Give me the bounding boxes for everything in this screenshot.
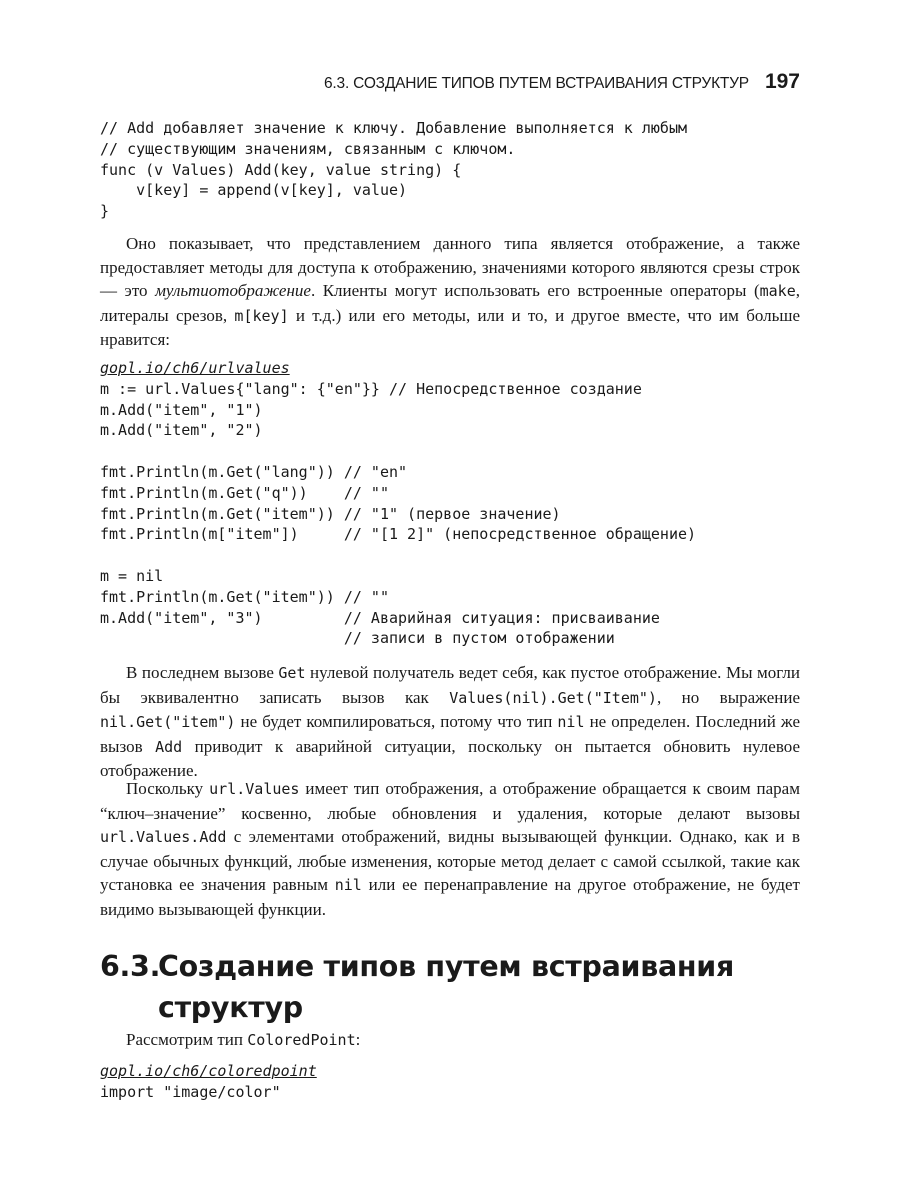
- text-run: или ее перенаправление на другое отображение, не будет видимо вызывающей функции.: [100, 875, 800, 919]
- emphasis-term: мультиотображение: [155, 281, 311, 301]
- text-run: :: [355, 1030, 361, 1049]
- text-run: приводит к аварийной ситуации, поскольку он пытается обновить нулевое отображение.: [100, 736, 801, 781]
- text-run: и т.д.) или его методы, или и то, и другое вместе, что им больше нравится:: [100, 305, 800, 350]
- inline-code: ColoredPoint: [247, 1031, 356, 1049]
- text-run: Оно показывает, что представлением данного типа является отображение, а также предоставляет методы для доступа к отображению, значениями которого являются срезы строк — это: [100, 234, 800, 301]
- text-run: . Клиенты могут использовать его встроенные операторы (: [310, 281, 760, 301]
- text-run: не определен. Последний же вызов: [100, 712, 800, 756]
- text-run: нулевой получатель ведет себя, как пустое отображение. Мы могли бы эквивалентно записать вызов как: [100, 663, 800, 707]
- code-line: }: [100, 202, 110, 221]
- code-listing-urlvalues: [100, 358, 696, 649]
- paragraph-coloredpoint-intro: [100, 1028, 800, 1053]
- paragraph-multimap: [100, 232, 800, 352]
- code-line: // существующим значениям, связанным с ключом.: [100, 139, 516, 158]
- code-line: [100, 545, 696, 566]
- page-number: 197: [764, 70, 800, 93]
- code-line: m.Add("item", "1"): [100, 400, 263, 419]
- code-line: fmt.Println(m.Get("lang")) // "en": [100, 462, 408, 481]
- code-line: fmt.Println(m.Get("item")) // "": [100, 587, 389, 606]
- section-heading: [100, 946, 820, 1028]
- code-line: fmt.Println(m.Get("q")) // "": [100, 483, 389, 502]
- text-run: , но выражение: [656, 687, 800, 707]
- inline-code: Add: [155, 737, 183, 756]
- code-line: m = nil: [100, 566, 164, 585]
- inline-code: make: [759, 282, 796, 301]
- code-line: [100, 441, 696, 462]
- code-line: // Add добавляет значение к ключу. Добавление выполняется к любым: [100, 119, 687, 137]
- running-head-title: 6.3. СОЗДАНИЕ ТИПОВ ПУТЕМ ВСТРАИВАНИЯ СТРУКТУР: [324, 75, 749, 92]
- inline-code: Values(nil).Get("Item"): [449, 688, 657, 707]
- code-line: func (v Values) Add(key, value string) {: [100, 160, 462, 179]
- code-line: fmt.Println(m.Get("item")) // "1" (первое значение): [100, 504, 561, 523]
- running-head: [100, 70, 800, 100]
- inline-code: nil: [334, 876, 362, 895]
- code-line: // записи в пустом отображении: [100, 629, 615, 648]
- code-line: import "image/color": [100, 1082, 281, 1101]
- paragraph-map-reference: [100, 777, 800, 922]
- source-path-link[interactable]: gopl.io/ch6/urlvalues: [100, 359, 290, 377]
- code-line: m := url.Values{"lang": {"en"}} // Непосредственное создание: [100, 379, 642, 398]
- inline-code: Get: [278, 664, 306, 682]
- inline-code: url.Values.Add: [100, 828, 227, 847]
- code-line: m.Add("item", "2"): [100, 421, 263, 440]
- code-listing-add-method: [100, 118, 687, 222]
- text-run: Рассмотрим тип: [126, 1030, 248, 1049]
- code-listing-coloredpoint: [100, 1061, 317, 1103]
- section-title-line2: структур: [158, 991, 303, 1024]
- inline-code: url.Values: [209, 780, 300, 798]
- inline-code: nil.Get("item"): [100, 713, 236, 732]
- code-line: v[key] = append(v[key], value): [100, 181, 408, 200]
- text-run: , литералы срезов,: [100, 281, 800, 325]
- inline-code: nil: [557, 713, 585, 732]
- source-path-link[interactable]: gopl.io/ch6/coloredpoint: [100, 1062, 317, 1080]
- code-line: fmt.Println(m["item"]) // "[1 2]" (непосредственное обращение): [100, 525, 697, 544]
- text-run: Поскольку: [126, 779, 210, 798]
- paragraph-nil-receiver: [100, 661, 800, 783]
- section-title-line1: Создание типов путем встраивания: [158, 950, 734, 983]
- text-run: имеет тип отображения, а отображение обращается к своим парам “ключ–значение” косвенно, любые обновления и удаления, которые делают вызовы: [100, 779, 800, 823]
- text-run: с элементами отображений, видны вызывающей функции. Однако, как и в случае обычных функций, любые изменения, которые метод делает с самой ссылкой, такие как установка ее значения равным: [100, 827, 800, 895]
- text-run: не будет компилироваться, потому что тип: [235, 712, 558, 732]
- section-number: 6.3.: [100, 950, 161, 983]
- text-run: В последнем вызове: [126, 663, 279, 682]
- inline-code: m[key]: [234, 306, 289, 325]
- code-line: m.Add("item", "3") // Аварийная ситуация: присваивание: [100, 608, 660, 627]
